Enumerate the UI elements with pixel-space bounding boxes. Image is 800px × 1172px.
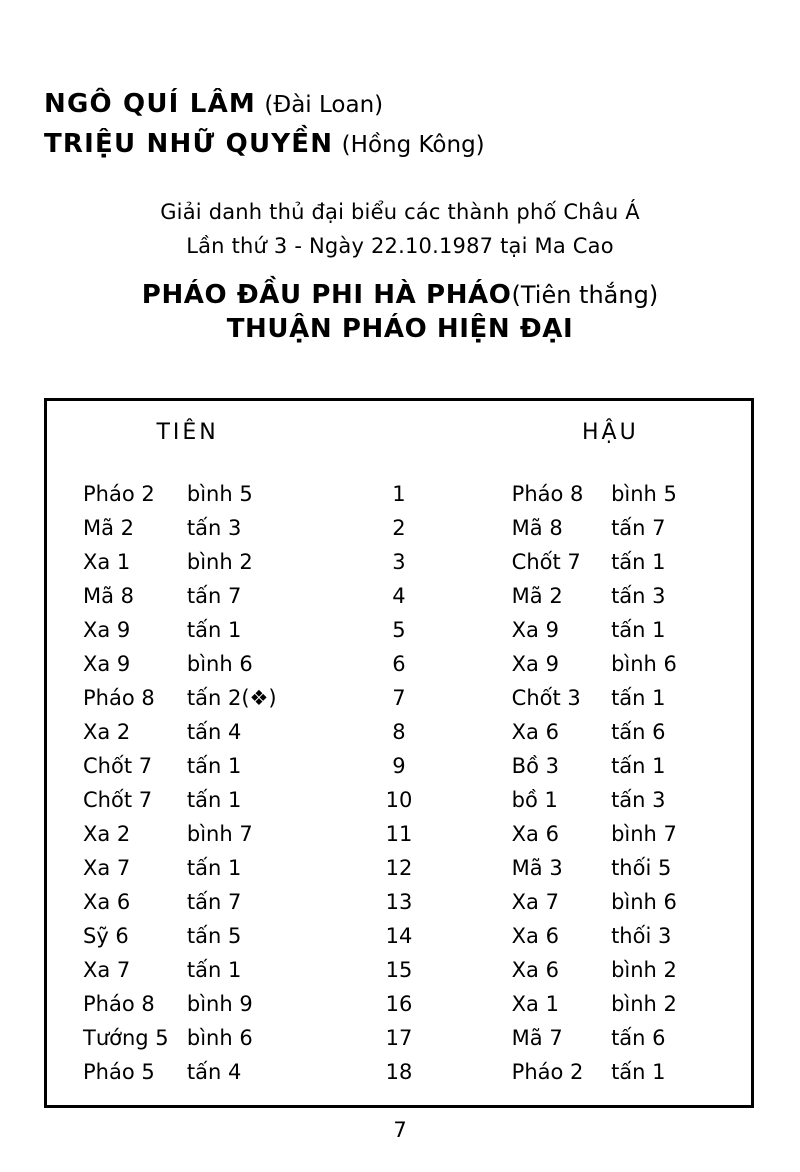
table-row (46, 1055, 753, 1089)
red-move: bình 7 (186, 822, 253, 846)
move-number: 2 (392, 516, 406, 540)
red-move: tấn 4 (186, 720, 242, 744)
move-number: 13 (385, 890, 413, 914)
move-number: 18 (385, 1060, 413, 1084)
black-piece: Xa 7 (511, 890, 559, 914)
red-piece: Xa 7 (83, 856, 131, 880)
black-piece: Xa 9 (511, 618, 559, 642)
moves-table-wrapper (44, 398, 754, 1108)
red-move: tấn 7 (186, 890, 242, 914)
red-piece: Xa 2 (83, 720, 131, 744)
black-move: bình 2 (611, 958, 677, 982)
table-row (46, 919, 753, 953)
opening-title-note: (Tiên thắng) (511, 281, 659, 309)
player-line-1 (44, 84, 756, 124)
red-move: tấn 1 (186, 618, 242, 642)
table-row (46, 477, 753, 511)
black-piece: Pháo 8 (511, 482, 584, 506)
black-piece: Chốt 3 (511, 686, 581, 710)
black-move: bình 6 (611, 890, 677, 914)
table-row (46, 953, 753, 987)
red-piece: Pháo 2 (83, 482, 155, 506)
move-number: 12 (385, 856, 413, 880)
red-piece: Pháo 8 (83, 686, 155, 710)
spacer-cell-divider (328, 463, 469, 477)
red-piece: Xa 9 (83, 652, 131, 676)
red-move: tấn 3 (186, 516, 242, 540)
page-number: 7 (393, 1118, 407, 1142)
black-piece: Xa 6 (511, 924, 559, 948)
black-piece: Xa 6 (511, 720, 559, 744)
black-move: tấn 3 (611, 584, 666, 608)
move-number: 15 (385, 958, 413, 982)
opening-title-main: PHÁO ĐẦU PHI HÀ PHÁO (141, 280, 512, 310)
black-piece: Xa 9 (511, 652, 559, 676)
black-piece: Mã 7 (511, 1026, 563, 1050)
black-move: tấn 1 (611, 754, 666, 778)
red-move: bình 6 (186, 1026, 253, 1050)
red-move: tấn 4 (186, 1060, 242, 1084)
table-row (46, 851, 753, 885)
red-piece: Chốt 7 (83, 754, 153, 778)
black-piece: Mã 2 (511, 584, 563, 608)
move-number: 14 (385, 924, 413, 948)
black-move: tấn 1 (611, 618, 666, 642)
red-move: tấn 1 (186, 754, 242, 778)
black-move: tấn 1 (611, 550, 666, 574)
move-number: 10 (385, 788, 413, 812)
spacer-cell (611, 463, 752, 477)
black-piece: Bồ 3 (511, 754, 559, 778)
red-piece: Chốt 7 (83, 788, 153, 812)
column-header-red: TIÊN (156, 419, 219, 445)
black-move: thối 5 (611, 856, 672, 880)
red-move: tấn 1 (186, 788, 242, 812)
black-move: bình 7 (611, 822, 677, 846)
event-subtitle (44, 196, 756, 263)
move-number: 7 (392, 686, 406, 710)
red-piece: Tướng 5 (83, 1026, 169, 1050)
table-row (46, 613, 753, 647)
event-subtitle-line-1: Giải danh thủ đại biểu các thành phố Châu Á (160, 200, 640, 224)
table-row (46, 1021, 753, 1055)
table-row (46, 817, 753, 851)
black-move: tấn 1 (611, 686, 666, 710)
red-piece: Mã 8 (83, 584, 135, 608)
black-piece: Xa 6 (511, 958, 559, 982)
black-move: bình 5 (611, 482, 677, 506)
table-row (46, 783, 753, 817)
moves-table (44, 398, 754, 1108)
table-row (46, 511, 753, 545)
move-number: 6 (392, 652, 406, 676)
player-name-1: NGÔ QUÍ LÂM (44, 89, 256, 119)
player-origin-1: (Đài Loan) (264, 92, 384, 118)
red-piece: Xa 1 (83, 550, 131, 574)
red-move: tấn 1 (186, 856, 242, 880)
table-row (46, 681, 753, 715)
black-move: tấn 7 (611, 516, 666, 540)
move-number: 4 (392, 584, 406, 608)
black-move: bình 6 (611, 652, 677, 676)
black-piece: Xa 1 (511, 992, 559, 1016)
opening-title-line-1 (44, 280, 756, 310)
table-row (46, 987, 753, 1021)
red-move: tấn 7 (186, 584, 242, 608)
move-number: 17 (385, 1026, 413, 1050)
table-row (46, 545, 753, 579)
red-piece: Xa 2 (83, 822, 131, 846)
opening-title (44, 280, 756, 344)
red-piece: Xa 9 (83, 618, 131, 642)
spacer-cell (46, 1089, 187, 1107)
spacer-cell (46, 463, 187, 477)
spacer-cell (187, 463, 328, 477)
black-move: tấn 1 (611, 1060, 666, 1084)
column-header-black: HẬU (581, 419, 639, 445)
table-row (46, 749, 753, 783)
red-move: bình 5 (186, 482, 253, 506)
player-line-2 (44, 124, 756, 164)
table-row (46, 885, 753, 919)
table-spacer-bottom (46, 1089, 753, 1107)
red-move: bình 6 (186, 652, 253, 676)
black-piece: Pháo 2 (511, 1060, 584, 1084)
opening-title-line-2: THUẬN PHÁO HIỆN ĐẠI (226, 314, 574, 344)
black-piece: Mã 3 (511, 856, 563, 880)
move-number: 16 (385, 992, 413, 1016)
black-move: thối 3 (611, 924, 672, 948)
move-number: 3 (392, 550, 406, 574)
red-piece: Sỹ 6 (83, 924, 129, 948)
black-move: tấn 6 (611, 720, 666, 744)
move-number: 5 (392, 618, 406, 642)
table-row (46, 647, 753, 681)
move-number: 1 (392, 482, 406, 506)
move-number: 8 (392, 720, 406, 744)
header-block (44, 84, 756, 344)
black-piece: Xa 6 (511, 822, 559, 846)
black-move: tấn 3 (611, 788, 666, 812)
red-move: tấn 1 (186, 958, 242, 982)
spacer-cell (611, 1089, 752, 1107)
table-spacer-top (46, 463, 753, 477)
spacer-cell-divider (328, 1089, 469, 1107)
red-move: bình 2 (186, 550, 253, 574)
black-move: tấn 6 (611, 1026, 666, 1050)
table-header-row (46, 400, 753, 464)
spacer-cell (470, 463, 611, 477)
table-row (46, 579, 753, 613)
red-piece: Xa 7 (83, 958, 131, 982)
red-piece: Pháo 8 (83, 992, 155, 1016)
spacer-cell (187, 1089, 328, 1107)
move-number: 11 (385, 822, 413, 846)
red-move: bình 9 (186, 992, 253, 1016)
red-move: tấn 5 (186, 924, 242, 948)
black-piece: bồ 1 (511, 788, 558, 812)
black-piece: Chốt 7 (511, 550, 581, 574)
player-origin-2: (Hồng Kông) (341, 132, 485, 159)
black-piece: Mã 8 (511, 516, 563, 540)
table-row (46, 715, 753, 749)
red-move: tấn 2(❖) (186, 686, 277, 710)
column-header-move-number (328, 400, 469, 464)
red-piece: Xa 6 (83, 890, 131, 914)
red-piece: Mã 2 (83, 516, 135, 540)
player-name-2: TRIỆU NHỮ QUYỀN (44, 129, 334, 160)
event-subtitle-line-2: Lần thứ 3 - Ngày 22.10.1987 tại Ma Cao (186, 233, 614, 258)
spacer-cell (470, 1089, 611, 1107)
black-move: bình 2 (611, 992, 677, 1016)
move-number: 9 (392, 754, 406, 778)
red-piece: Pháo 5 (83, 1060, 155, 1084)
